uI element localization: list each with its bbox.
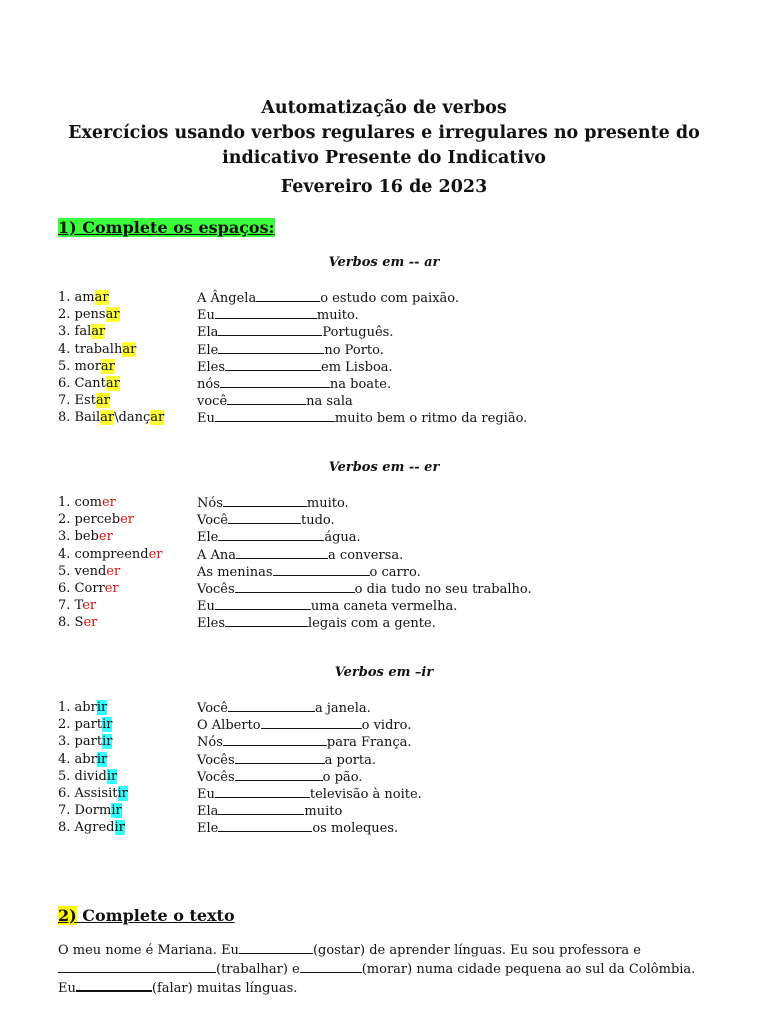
text-line-1-pre: O meu nome é Mariana. Eu	[58, 943, 239, 958]
verb-suffix: er	[104, 580, 119, 596]
sentence-subject: O Alberto	[197, 718, 261, 734]
verb-infinitive	[58, 409, 164, 426]
verb-suffix: ar	[95, 393, 110, 409]
fill-blank[interactable]	[218, 802, 304, 815]
exercise-sentence	[197, 528, 361, 546]
exercise-sentence	[197, 733, 412, 751]
exercise-sentence	[197, 716, 411, 734]
fill-blank[interactable]	[256, 289, 320, 302]
sentence-subject: Eu	[197, 411, 215, 427]
verb-suffix: er	[101, 495, 116, 510]
exercise-row	[58, 494, 738, 511]
sentence-rest: para França.	[326, 735, 412, 751]
sentence-rest: na boate.	[329, 376, 392, 392]
item-number: 6.	[58, 375, 71, 391]
exercise-row	[58, 358, 738, 375]
exercise-row	[58, 409, 738, 426]
verb-stem: part	[74, 717, 103, 733]
verb-stem: S	[74, 615, 84, 631]
exercise-sentence	[197, 563, 421, 581]
exercise-list-er	[58, 494, 738, 632]
sentence-subject: Nós	[197, 496, 223, 511]
verb-stem: Bail	[74, 410, 101, 426]
verb-stem: Est	[74, 393, 96, 409]
exercise-sentence	[197, 699, 371, 717]
exercise-list-ir	[58, 699, 738, 837]
sentence-subject: nós	[197, 376, 220, 392]
exercise-sentence	[197, 819, 398, 837]
sentence-rest: muito.	[316, 308, 359, 324]
exercise-sentence	[197, 392, 353, 410]
fill-blank[interactable]	[228, 511, 301, 524]
verb-infinitive	[58, 699, 107, 716]
item-number: 6.	[58, 785, 71, 801]
verb-infinitive	[58, 785, 128, 802]
exercise-sentence	[197, 751, 376, 769]
verb-stem: abr	[74, 700, 97, 715]
exercise-row	[58, 751, 738, 768]
document-title-block	[0, 96, 768, 200]
sentence-subject: Ele	[197, 821, 219, 837]
exercise-sentence	[197, 375, 391, 393]
exercise-row	[58, 819, 738, 836]
item-number: 2.	[58, 717, 71, 733]
verb-stem: Cant	[74, 375, 106, 391]
document-subtitle-line2: indicativo Presente do Indicativo	[222, 148, 546, 168]
text-paragraph	[58, 941, 718, 998]
verb-infinitive	[58, 375, 120, 392]
verb-infinitive	[58, 392, 110, 409]
sentence-rest: água.	[324, 530, 361, 546]
sentence-rest: o dia tudo no seu trabalho.	[354, 581, 532, 597]
fill-blank[interactable]	[300, 960, 362, 973]
verb-suffix: ar	[100, 358, 115, 374]
text-line-3-pre: Eu	[58, 981, 76, 996]
fill-blank[interactable]	[218, 819, 312, 832]
exercise-row	[58, 528, 738, 545]
item-number: 4.	[58, 341, 71, 357]
sentence-subject: A Ana	[197, 547, 237, 563]
sentence-rest: na sala	[306, 394, 353, 410]
section-2-title: Complete o texto	[76, 906, 235, 925]
item-number: 1.	[58, 495, 71, 510]
exercise-row	[58, 785, 738, 802]
verb-infinitive	[58, 546, 163, 563]
verb-suffix: er	[120, 512, 134, 528]
verb-infinitive	[58, 819, 125, 836]
exercise-sentence	[197, 614, 436, 632]
section-1-title: Complete os espaços:	[76, 218, 275, 237]
verb-infinitive	[58, 614, 97, 631]
sentence-rest: muito bem o ritmo da região.	[334, 411, 528, 427]
section-1-heading	[58, 218, 275, 237]
sentence-rest: legais com a gente.	[308, 616, 436, 632]
fill-blank[interactable]	[227, 392, 306, 405]
item-number: 1.	[58, 290, 71, 305]
exercise-sentence	[197, 306, 359, 324]
item-number: 3.	[58, 734, 71, 750]
verb-suffix: ar	[105, 375, 120, 391]
verb-suffix: ar	[122, 341, 137, 357]
fill-blank[interactable]	[273, 563, 370, 576]
verb-infinitive	[58, 563, 120, 580]
exercise-row	[58, 699, 738, 716]
exercise-row	[58, 392, 738, 409]
verb-stem: fal	[74, 324, 92, 340]
verb-suffix: ir	[96, 700, 108, 715]
item-number: 2.	[58, 512, 71, 528]
document-subtitle-line1: Exercícios usando verbos regulares e irregulares no presente do	[68, 123, 700, 143]
exercise-row	[58, 614, 738, 631]
exercise-sentence	[197, 358, 393, 376]
verb-stem: part	[74, 734, 103, 750]
fill-blank[interactable]	[225, 358, 321, 371]
exercise-row	[58, 580, 738, 597]
text-line-2-post: (morar) numa cidade pequena ao sul da Colômbia.	[361, 961, 696, 977]
exercise-row	[58, 716, 738, 733]
document-date: Fevereiro 16 de 2023	[280, 177, 488, 197]
section-1-number: 1)	[58, 218, 77, 237]
item-number: 7.	[58, 393, 71, 409]
item-number: 5.	[58, 358, 71, 374]
exercise-sentence	[197, 768, 362, 786]
verb-stem: Corr	[74, 580, 105, 596]
verb-infinitive	[58, 768, 117, 785]
fill-blank[interactable]	[218, 528, 324, 541]
verb-infinitive	[58, 323, 105, 340]
item-number: 7.	[58, 803, 71, 819]
exercise-sentence	[197, 802, 342, 820]
sentence-rest: a conversa.	[328, 547, 404, 563]
fill-blank[interactable]	[228, 699, 315, 712]
verb-infinitive	[58, 751, 107, 768]
fill-blank[interactable]	[218, 341, 324, 354]
item-number: 4.	[58, 546, 71, 562]
text-line-2	[58, 960, 718, 979]
exercise-sentence	[197, 580, 532, 598]
exercise-row	[58, 511, 738, 528]
exercise-row	[58, 289, 738, 306]
item-number: 6.	[58, 580, 71, 596]
verb-suffix: ir	[102, 717, 113, 733]
verb-suffix: ir	[102, 734, 113, 750]
fill-blank[interactable]	[223, 733, 327, 746]
sentence-rest: uma caneta vermelha.	[310, 599, 458, 615]
sentence-subject: Ele	[197, 342, 219, 358]
text-line-3-post: (falar) muitas línguas.	[151, 981, 298, 996]
verb-suffix: er	[98, 529, 113, 545]
fill-blank[interactable]	[235, 751, 325, 764]
fill-blank[interactable]	[235, 768, 323, 781]
fill-blank[interactable]	[215, 785, 310, 798]
section-2-heading	[58, 906, 235, 925]
exercise-sentence	[197, 785, 422, 803]
fill-blank[interactable]	[223, 494, 307, 507]
sentence-subject: Eu	[197, 308, 215, 324]
item-number: 8.	[58, 615, 71, 631]
verb-infinitive	[58, 494, 116, 511]
verb-suffix: er	[148, 546, 163, 562]
verb-suffix: ar	[100, 410, 115, 426]
verb-infinitive	[58, 341, 136, 358]
sentence-subject: Vocês	[197, 581, 235, 597]
verb-suffix: ir	[96, 751, 108, 767]
sentence-rest: em Lisboa.	[321, 359, 393, 375]
sentence-rest: a janela.	[315, 701, 371, 716]
text-line-2-mid: (trabalhar) e	[216, 961, 300, 977]
item-number: 8.	[58, 410, 71, 426]
sentence-rest: no Porto.	[324, 342, 384, 358]
verb-suffix: ir	[111, 803, 122, 819]
fill-blank[interactable]	[261, 716, 362, 729]
verb-stem: com	[74, 495, 102, 510]
section-2-number: 2)	[58, 906, 77, 925]
fill-blank[interactable]	[76, 978, 152, 992]
verb-suffix: ir	[114, 820, 125, 836]
sentence-subject: Ela	[197, 325, 219, 341]
sentence-subject: Você	[197, 513, 228, 529]
exercise-row	[58, 597, 738, 614]
fill-blank[interactable]	[220, 375, 330, 388]
verb-stem: mor	[74, 358, 101, 374]
exercise-row	[58, 802, 738, 819]
sentence-subject: Eu	[197, 599, 215, 615]
verb-suffix: er	[106, 563, 121, 579]
sentence-rest: o carro.	[369, 564, 421, 580]
verb-stem: abr	[74, 751, 97, 767]
verb-stem: Dorm	[74, 803, 112, 819]
exercise-row	[58, 733, 738, 750]
exercise-sentence	[197, 409, 527, 427]
sentence-rest: televisão à noite.	[309, 786, 422, 802]
sentence-subject: As meninas	[197, 564, 273, 580]
item-number: 3.	[58, 529, 71, 545]
verb-stem: am	[74, 290, 95, 305]
fill-blank[interactable]	[215, 306, 317, 319]
exercise-sentence	[197, 341, 384, 359]
sentence-rest: o pão.	[322, 769, 363, 785]
text-line-3	[58, 978, 718, 998]
verb-stem: vend	[74, 563, 107, 579]
exercise-row	[58, 375, 738, 392]
sentence-rest: os moleques.	[312, 821, 399, 837]
sentence-rest: Português.	[322, 325, 394, 341]
exercise-sentence	[197, 546, 403, 564]
verb-stem: T	[74, 598, 83, 614]
text-line-1	[58, 941, 718, 960]
sentence-subject: Você	[197, 701, 228, 716]
sentence-subject: Vocês	[197, 752, 235, 768]
exercise-sentence	[197, 494, 349, 512]
verb-suffix: ar	[94, 290, 109, 305]
verb-infinitive	[58, 580, 119, 597]
item-number: 4.	[58, 751, 71, 767]
exercise-row	[58, 341, 738, 358]
sentence-subject: A Ângela	[197, 291, 257, 306]
verb-suffix: ar	[91, 324, 106, 340]
exercise-row	[58, 768, 738, 785]
group-title-ar: Verbos em -- ar	[328, 255, 440, 270]
sentence-rest: muito	[304, 804, 343, 820]
item-number: 2.	[58, 307, 71, 323]
exercise-sentence	[197, 511, 335, 529]
sentence-subject: Ele	[197, 530, 219, 546]
item-number: 8.	[58, 820, 71, 836]
verb-stem: Agred	[74, 820, 115, 836]
verb-stem: beb	[74, 529, 99, 545]
fill-blank[interactable]	[58, 960, 216, 973]
sentence-subject: Eles	[197, 616, 226, 632]
verb-infinitive	[58, 802, 122, 819]
sentence-subject: Eu	[197, 786, 215, 802]
verb-suffix: er	[82, 598, 97, 614]
verb-infinitive	[58, 716, 112, 733]
sentence-rest: o estudo com paixão.	[320, 291, 460, 306]
verb-alt-stem: \danç	[114, 410, 151, 426]
verb-suffix: ar	[105, 307, 120, 323]
item-number: 5.	[58, 768, 71, 784]
exercise-sentence	[197, 323, 393, 341]
verb-stem: trabalh	[74, 341, 123, 357]
document-title: Automatização de verbos	[261, 98, 507, 118]
verb-infinitive	[58, 289, 109, 306]
verb-stem: pens	[74, 307, 106, 323]
sentence-subject: Eles	[197, 359, 226, 375]
verb-suffix: er	[83, 615, 98, 631]
verb-infinitive	[58, 528, 113, 545]
exercise-row	[58, 563, 738, 580]
verb-infinitive	[58, 306, 120, 323]
verb-stem: perceb	[74, 512, 121, 528]
fill-blank[interactable]	[215, 597, 311, 610]
sentence-subject: Vocês	[197, 769, 235, 785]
sentence-rest: tudo.	[301, 513, 335, 529]
fill-blank[interactable]	[225, 614, 308, 627]
exercise-row	[58, 306, 738, 323]
group-title-er: Verbos em -- er	[328, 460, 440, 475]
fill-blank[interactable]	[239, 941, 313, 954]
exercise-sentence	[197, 597, 457, 615]
verb-suffix: ir	[106, 768, 118, 784]
sentence-subject: Nós	[197, 735, 223, 751]
verb-suffix: ir	[117, 785, 128, 801]
sentence-rest: o vidro.	[361, 718, 412, 734]
exercise-row	[58, 546, 738, 563]
sentence-subject: Ela	[197, 804, 219, 820]
text-line-1-mid: (gostar) de aprender línguas. Eu sou professora e	[312, 943, 641, 958]
sentence-rest: muito.	[306, 496, 349, 511]
verb-infinitive	[58, 733, 112, 750]
exercise-list-ar	[58, 289, 738, 427]
verb-infinitive	[58, 597, 96, 614]
exercise-row	[58, 323, 738, 340]
verb-stem: divid	[74, 768, 107, 784]
item-number: 7.	[58, 598, 71, 614]
verb-alt-suffix: ar	[150, 410, 165, 426]
verb-stem: compreend	[74, 546, 149, 562]
exercise-sentence	[197, 289, 459, 307]
fill-blank[interactable]	[218, 323, 322, 336]
fill-blank[interactable]	[236, 546, 328, 559]
item-number: 5.	[58, 563, 71, 579]
verb-stem: Assisit	[74, 785, 118, 801]
fill-blank[interactable]	[235, 580, 355, 593]
group-title-ir: Verbos em –ir	[334, 665, 434, 680]
sentence-subject: você	[197, 394, 228, 410]
fill-blank[interactable]	[215, 409, 335, 422]
item-number: 1.	[58, 700, 71, 715]
item-number: 3.	[58, 324, 71, 340]
verb-infinitive	[58, 358, 115, 375]
verb-infinitive	[58, 511, 134, 528]
sentence-rest: a porta.	[324, 752, 377, 768]
